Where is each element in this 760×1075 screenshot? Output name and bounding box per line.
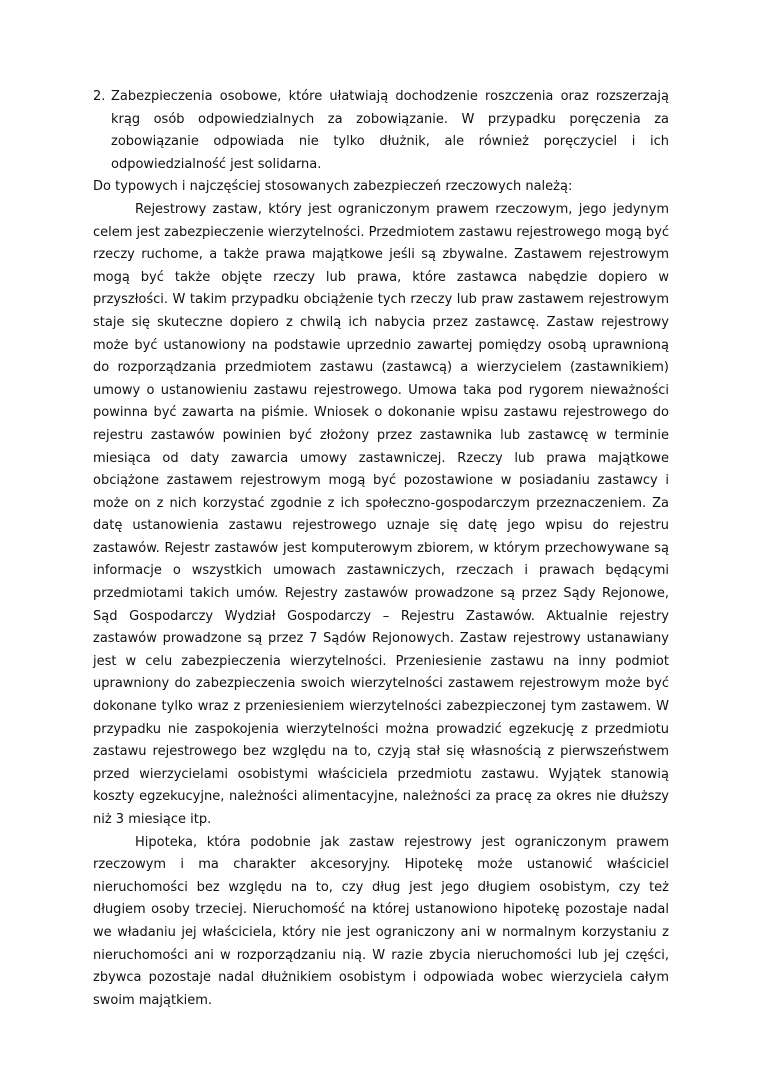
paragraph-registered-pledge: Rejestrowy zastaw, który jest ograniczonym prawem rzeczowym, jego jedynym celem jest zabezpieczenie wierzytelności. Przedmiotem zastawu rejestrowego mogą być rzeczy ruchome, a także prawa majątkowe jeśli są zbywalne. Zastawem rejestrowym mogą być także objęte rzeczy lub prawa, które zastawca nabędzie dopiero w przyszłości. W takim przypadku obciążenie tych rzeczy lub praw zastawem rejestrowym staje się skuteczne dopiero z chwilą ich nabycia przez zastawcę. Zastaw rejestrowy może być ustanowiony na podstawie uprzednio zawartej pomiędzy osobą uprawnioną do rozporządzania przedmiotem zastawu (zastawcą) a wierzycielem (zastawnikiem) umowy o ustanowieniu zastawu rejestrowego. Umowa taka pod rygorem nieważności powinna być zawarta na piśmie. Wniosek o dokonanie wpisu zastawu rejestrowego do rejestru zastawów powinien być złożony przez zastawnika lub zastawcę w terminie miesiąca od daty zawarcia umowy zastawniczej. Rzeczy lub prawa majątkowe obciążone zastawem rejestrowym mogą być pozostawione w posiadaniu zastawcy i może on z nich korzystać zgodnie z ich społeczno-gospodarczym przeznaczeniem. Za datę ustanowienia zastawu rejestrowego uznaje się datę jego wpisu do rejestru zastawów. Rejestr zastawów jest komputerowym zbiorem, w którym przechowywane są informacje o wszystkich umowach zastawniczych, rzeczach i prawach będącymi przedmiotami takich umów. Rejestry zastawów prowadzone są przez Sądy Rejonowe, Sąd Gospodarczy Wydział Gospodarczy – Rejestru Zastawów. Aktualnie rejestry zastawów prowadzone są przez 7 Sądów Rejonowych. Zastaw rejestrowy ustanawiany jest w celu zabezpieczenia wierzytelności. Przeniesienie zastawu na inny podmiot uprawniony do zabezpieczenia swoich wierzytelności zastawem rejestrowym może być dokonane tylko wraz z przeniesieniem wierzytelności zabezpieczonej tym zastawem. W przypadku nie zaspokojenia wierzytelności można prowadzić egzekucję z przedmiotu zastawu rejestrowego bez względu na to, czyją stał się własnością z pierwszeństwem przed wierzycielami osobistymi właściciela przedmiotu zastawu. Wyjątek stanowią koszty egzekucyjne, należności alimentacyjne, należności za pracę za okres nie dłuższy niż 3 miesiące itp. <box>93 201 669 827</box>
list-item-personal-securities <box>93 86 669 176</box>
paragraph-mortgage: Hipoteka, która podobnie jak zastaw rejestrowy jest ograniczonym prawem rzeczowym i ma charakter akcesoryjny. Hipotekę może ustanowić właściciel nieruchomości bez względu na to, czy dług jest jego długiem osobistym, czy też długiem osoby trzeciej. Nieruchomość na której ustanowiono hipotekę pozostaje nadal we władaniu jej właściciela, który nie jest ograniczony ani w normalnym korzystaniu z nieruchomości ani w rozporządzaniu nią. W razie zbycia nieruchomości lub jej części, zbywca pozostaje nadal dłużnikiem osobistym i odpowiada wobec wierzyciela całym swoim majątkiem. <box>93 834 669 1008</box>
section-lead: Do typowych i najczęściej stosowanych zabezpieczeń rzeczowych należą: <box>93 179 573 195</box>
list-item-number: 2. <box>93 89 106 104</box>
document-body <box>93 86 669 1012</box>
list-item-text: Zabezpieczenia osobowe, które ułatwiają dochodzenie roszczenia oraz rozszerzają krąg osób odpowiedzialnych za zobowiązanie. W przypadku poręczenia za zobowiązanie odpowiada nie tylko dłużnik, ale również poręczyciel i ich odpowiedzialność jest solidarna. <box>111 89 669 172</box>
